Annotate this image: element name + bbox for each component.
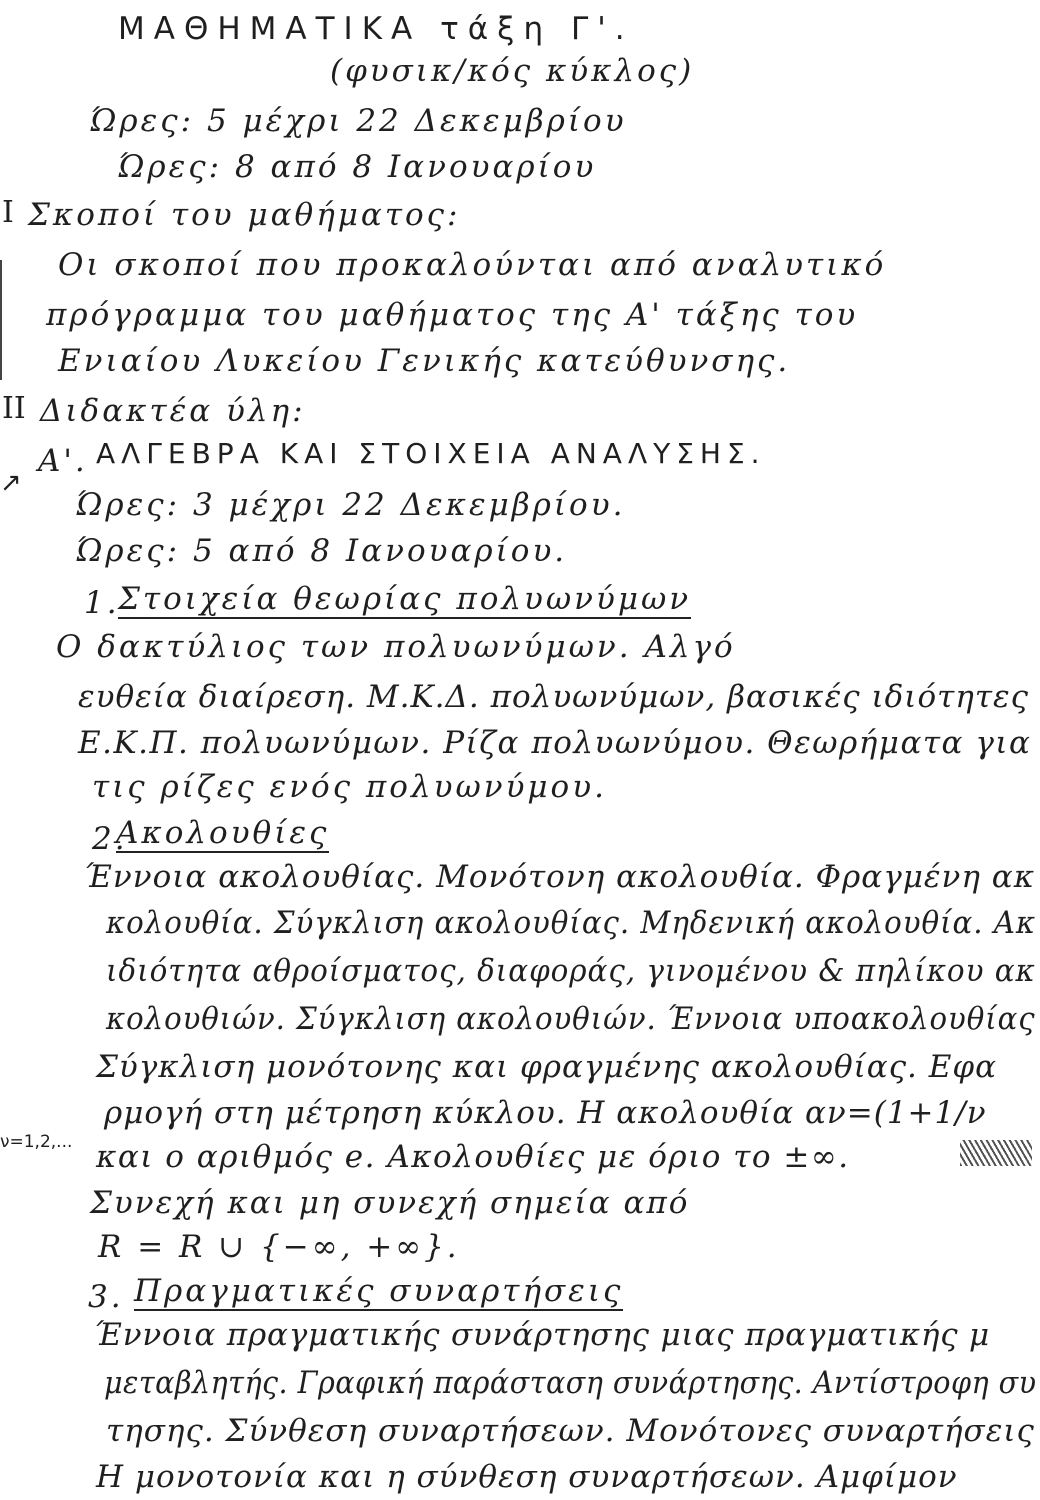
margin-bracket	[0, 260, 2, 380]
section-1-text-line-2: πρόγραμμα του μαθήματος της Α' τάξης του	[46, 297, 859, 333]
topic-1-text-line-3: Ε.Κ.Π. πολυωνύμων. Ρίζα πολυωνύμου. Θεωρήματα για	[78, 725, 1032, 761]
section-1-numeral: I	[2, 195, 14, 230]
topic-2-text-line-2: κολουθία. Σύγκλιση ακολουθίας. Μηδενική ακολουθία. Ακ	[106, 905, 1037, 941]
section-2-numeral: II	[2, 391, 26, 426]
hours-line-1: Ώρες: 5 μέχρι 22 Δεκεμβρίου	[90, 103, 627, 139]
part-a-hours-1: Ώρες: 3 μέχρι 22 Δεκεμβρίου.	[76, 487, 626, 523]
topic-3-text-line-3: τησης. Σύνθεση συναρτήσεων. Μονότονες συναρτήσεις	[106, 1413, 1035, 1449]
section-1-heading: Σκοποί του μαθήματος:	[28, 197, 461, 233]
topic-2-text-line-9: R = R ∪ {−∞, +∞}.	[98, 1229, 460, 1265]
part-a-heading: ΑΛΓΕΒΡΑ ΚΑΙ ΣΤΟΙΧΕΙΑ ΑΝΑΛΥΣΗΣ.	[96, 437, 766, 470]
section-1-text-line-1: Οι σκοποί που προκαλούνται από αναλυτικό	[58, 247, 887, 283]
topic-2-text-line-7: και ο αριθμός e. Ακολουθίες με όριο το ±∞.	[96, 1139, 850, 1175]
topic-2-text-line-3: ιδιότητα αθροίσματος, διαφοράς, γινομένου & πηλίκου ακ	[106, 953, 1036, 989]
topic-1-number: 1.	[84, 585, 120, 621]
topic-1-text-line-2: ευθεία διαίρεση. Μ.Κ.Δ. πολυωνύμων, βασικές ιδιότητες	[78, 679, 1029, 715]
topic-2-text-line-5: Σύγκλιση μονότονης και φραγμένης ακολουθίας. Εφα	[96, 1049, 998, 1085]
scribble-strikeout	[960, 1140, 1032, 1166]
section-1-text-line-3: Ενιαίου Λυκείου Γενικής κατεύθυνσης.	[58, 343, 791, 379]
topic-1-title: Στοιχεία θεωρίας πολυωνύμων	[118, 581, 692, 617]
part-a-label: Α'.	[38, 443, 88, 479]
page-subtitle: (φυσικ/κός κύκλος)	[330, 53, 695, 89]
topic-3-text-line-1: Έννοια πραγματικής συνάρτησης μιας πραγματικής μ	[94, 1317, 991, 1353]
topic-2-text-line-6: ρμογή στη μέτρηση κύκλου. Η ακολουθία αν=(1+1/ν	[104, 1095, 987, 1131]
topic-3-number: 3.	[88, 1279, 124, 1315]
page-title: ΜΑΘΗΜΑΤΙΚΑ τάξη Γ'.	[118, 11, 634, 47]
arrow-mark-icon: ↗	[0, 468, 22, 498]
topic-2-text-line-1: Έννοια ακολουθίας. Μονότονη ακολουθία. Φραγμένη ακ	[84, 859, 1036, 895]
topic-1-text-line-1: Ο δακτύλιος των πολυωνύμων. Αλγό	[56, 629, 736, 665]
topic-2-number: 2.	[92, 821, 128, 857]
topic-3-text-line-4: Η μονοτονία και η σύνθεση συναρτήσεων. Αμφίμον	[96, 1459, 958, 1495]
margin-note: ν=1,2,...	[0, 1132, 73, 1152]
topic-3-title: Πραγματικές συναρτήσεις	[134, 1273, 624, 1309]
topic-2-title: Ακολουθίες	[116, 815, 330, 851]
topic-1-text-line-4: τις ρίζες ενός πολυωνύμου.	[92, 769, 607, 805]
section-2-heading: Διδακτέα ύλη:	[40, 393, 306, 429]
hours-line-2: Ώρες: 8 από 8 Ιανουαρίου	[118, 149, 597, 185]
part-a-hours-2: Ώρες: 5 από 8 Ιανουαρίου.	[76, 533, 568, 569]
topic-2-text-line-8: Συνεχή και μη συνεχή σημεία από	[90, 1185, 690, 1221]
topic-3-text-line-2: μεταβλητής. Γραφική παράσταση συνάρτησης. Αντίστροφη συ	[104, 1365, 1037, 1401]
topic-2-text-line-4: κολουθιών. Σύγκλιση ακολουθιών. Έννοια υποακολουθίας	[106, 1001, 1036, 1037]
